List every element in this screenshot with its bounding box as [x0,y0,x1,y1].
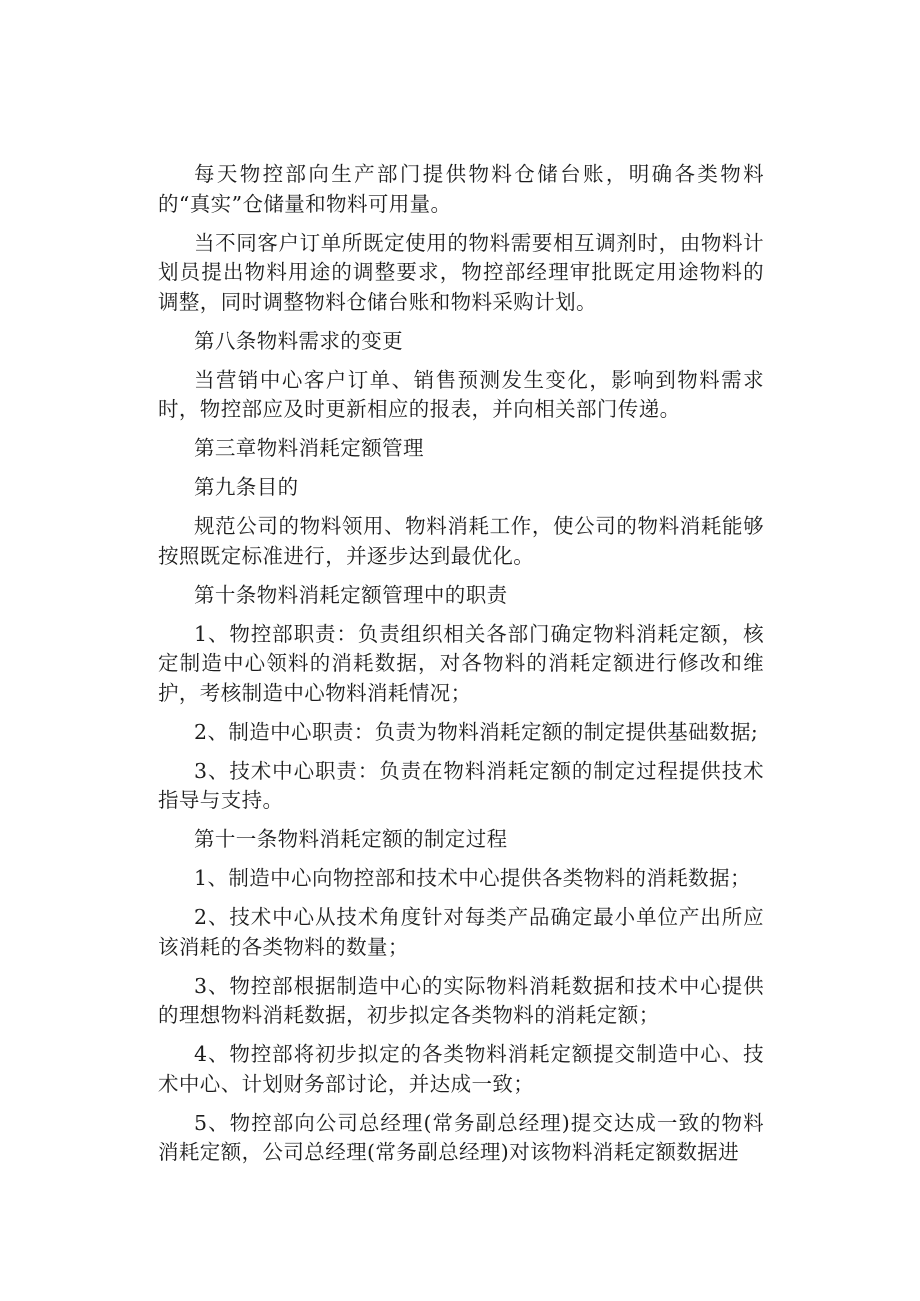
section-heading: 第十条物料消耗定额管理中的职责 [194,582,508,607]
list-item: 2、制造中心职责：负责为物料消耗定额的制定提供基础数据; [194,719,759,744]
document-body [158,160,764,1177]
paragraph: 规范公司的物料领用、物料消耗工作，使公司的物料消耗能够按照既定标准进行，并逐步达到最优化。 [158,514,764,568]
section-heading: 第十一条物料消耗定额的制定过程 [194,827,508,851]
paragraph: 当不同客户订单所既定使用的物料需要相互调剂时，由物料计划员提出物料用途的调整要求，物控部经理审批既定用途物料的调整，同时调整物料仓储台账和物料采购计划。 [158,230,764,314]
section-heading: 第八条物料需求的变更 [194,328,403,353]
list-item: 1、物控部职责：负责组织相关各部门确定物料消耗定额，核定制造中心领料的消耗数据，对各物料的消耗定额进行修改和维护，考核制造中心物料消耗情况； [158,621,764,705]
section-heading: 第九条目的 [194,475,299,499]
chapter-heading: 第三章物料消耗定额管理 [194,436,424,460]
list-item: 3、技术中心职责：负责在物料消耗定额的制定过程提供技术指导与支持。 [158,758,764,812]
paragraph: 每天物控部向生产部门提供物料仓储台账，明确各类物料的“真实”仓储量和物料可用量。 [158,162,764,216]
list-item: 2、技术中心从技术角度针对每类产品确定最小单位产出所应该消耗的各类物料的数量； [158,905,764,959]
list-item: 4、物控部将初步拟定的各类物料消耗定额提交制造中心、技术中心、计划财务部讨论，并达成一致； [158,1042,764,1096]
paragraph: 当营销中心客户订单、销售预测发生变化，影响到物料需求时，物控部应及时更新相应的报表，并向相关部门传递。 [158,367,764,421]
list-item: 5、物控部向公司总经理(常务副总经理)提交达成一致的物料消耗定额，公司总经理(常务副总经理)对该物料消耗定额数据进 [158,1110,764,1164]
list-item: 3、物控部根据制造中心的实际物料消耗数据和技术中心提供的理想物料消耗数据，初步拟定各类物料的消耗定额； [158,973,764,1027]
list-item: 1、制造中心向物控部和技术中心提供各类物料的消耗数据； [194,866,751,890]
